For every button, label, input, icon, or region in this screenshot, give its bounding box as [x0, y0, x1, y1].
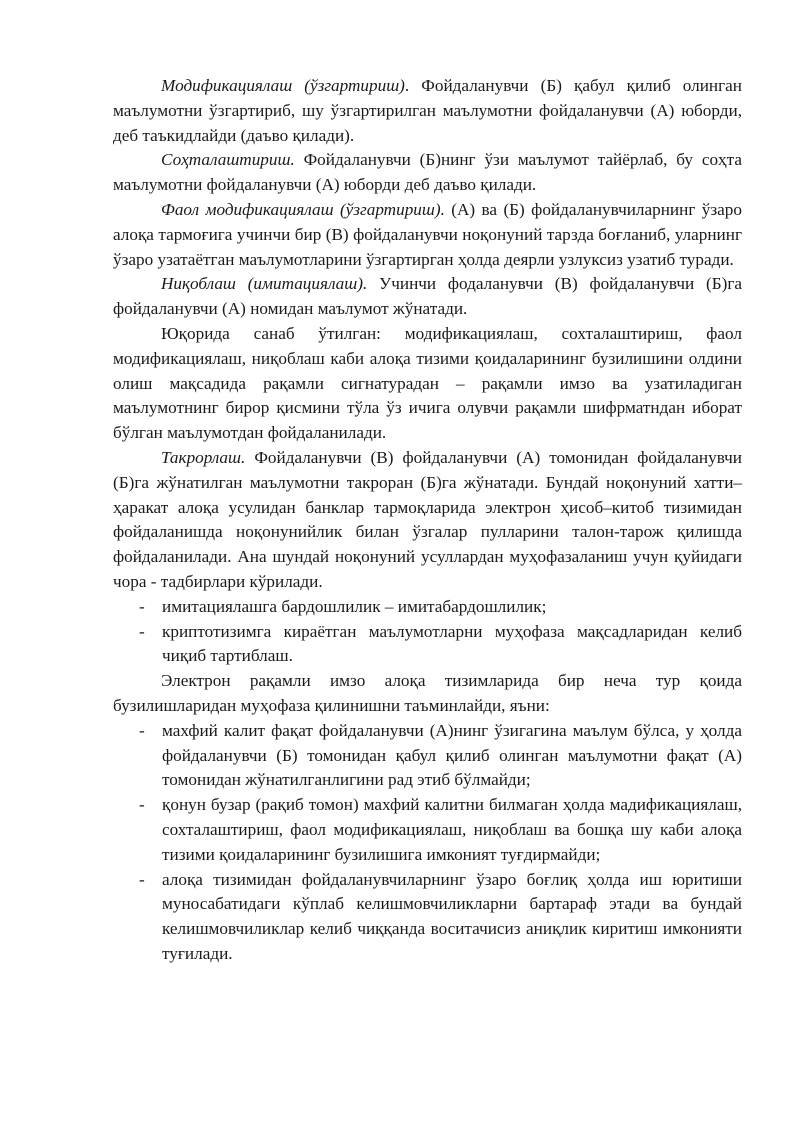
list-item: [113, 719, 742, 793]
paragraph-text: Юқорида санаб ўтилган: модификациялаш, сохталаштириш, фаол модификациялаш, ниқоблаш каби алоқа тизими қоидаларининг бузилишини олдини олиш мақсадида рақамли сигнатурадан – рақамли имзо ва узатиладиган маълумотнинг бирор қисмини тўла ўз ичига олувчи рақамли шифрматндан иборат бўлган маълумотдан фойдаланилади.: [113, 323, 742, 443]
dash-bullet: -: [139, 621, 145, 641]
paragraph-modification: [113, 74, 742, 148]
list-item-text: қонун бузар (рақиб томон) махфий калитни билмаган ҳолда мадификациялаш, сохталаштириш, фаол модификациялаш, ниқоблаш ва бошқа шу каби алоқа тизими қоидаларининг бузилишига имконият туғдирмайди;: [162, 795, 742, 864]
list-item-text: имитациялашга бардошлилик – имитабардошлилик;: [162, 596, 547, 616]
term-masking: Ниқоблаш (имитациялаш).: [161, 274, 368, 294]
protection-list: [113, 719, 742, 967]
dash-bullet: -: [139, 720, 145, 740]
paragraph-summary: [113, 322, 742, 446]
paragraph-text: . Фойдаланувчи (Б) қабул қилиб олинган маълумотни ўзгартириб, шу ўзгартирилган маълумотни фойдаланувчи (А) юборди, деб таъкидлайди (даъво қилади).: [113, 76, 743, 145]
document-page: [113, 74, 742, 967]
paragraph-text: Фойдаланувчи (Б)нинг ўзи маълумот тайёрлаб, бу соҳта маълумотни фойдаланувчи (А) юборди деб даъво қилади.: [113, 150, 742, 195]
paragraph-repetition: [113, 446, 742, 595]
dash-bullet: -: [139, 596, 145, 616]
list-item-text: махфий калит фақат фойдаланувчи (А)нинг ўзигагина маълум бўлса, у ҳолда фойдаланувчи (Б) томонидан қабул қилиб олинган маълумотни фақат (А) томонидан жўнатилганлигини рад этиб бўлмайди;: [162, 720, 742, 790]
paragraph-digital-signature: [113, 669, 742, 719]
list-item: [113, 595, 742, 620]
dash-bullet: -: [139, 869, 145, 889]
paragraph-falsification: [113, 148, 742, 198]
term-falsification: Соҳталаштириш.: [161, 150, 295, 170]
list-item: [113, 868, 742, 967]
term-repetition: Такрорлаш.: [161, 447, 246, 467]
paragraph-text: Фойдаланувчи (В) фойдаланувчи (А) томонидан фойдаланувчи (Б)га жўнатилган маълумотни такроран (Б)га жўнатади. Бундай ноқонуний хатти–ҳаракат алоқа усулидан банклар тармоқларида электрон ҳисоб–китоб тизимидан фойдаланишда ноқонунийлик билан ўзгалар пулларини талон-тарож қилишда фойдаланилади. Ана шундай ноқонуний усуллардан муҳофазаланиш учун қуйидаги чора - тадбирлари кўрилади.: [113, 447, 742, 591]
list-item: [113, 793, 742, 867]
paragraph-active-modification: [113, 198, 742, 272]
list-item-text: криптотизимга кираётган маълумотларни муҳофаза мақсадларидан келиб чиқиб тартиблаш.: [162, 621, 742, 666]
measures-list: [113, 595, 742, 669]
term-modification: Модификациялаш (ўзгартириш): [161, 76, 405, 95]
paragraph-text: Учинчи фодаланувчи (В) фойдаланувчи (Б)га фойдаланувчи (А) номидан маълумот жўнатади.: [113, 274, 742, 319]
term-active-modification: Фаол модификациялаш (ўзгартириш).: [161, 199, 445, 219]
paragraph-masking: [113, 272, 742, 322]
paragraph-text: (А) ва (Б) фойдаланувчиларнинг ўзаро алоқа тармоғига учинчи бир (В) фойдаланувчи ноқонуний тарзда боғланиб, уларнинг ўзаро узатаётган маълумотларини ўзгартирган ҳолда деярли узлуксиз узатиб туради.: [113, 199, 742, 269]
list-item: [113, 620, 742, 670]
dash-bullet: -: [139, 795, 145, 815]
list-item-text: алоқа тизимидан фойдаланувчиларнинг ўзаро боғлиқ ҳолда иш юритиши муносабатидаги кўплаб келишмовчиликларни бартараф этади ва бундай келишмовчиликлар келиб чиққанда воситачисиз аниқлик киритиш имконияти туғилади.: [162, 869, 742, 963]
paragraph-text: Электрон рақамли имзо алоқа тизимларида бир неча тур қоида бузилишларидан муҳофаза қилинишни таъминлайди, яъни:: [113, 671, 742, 715]
